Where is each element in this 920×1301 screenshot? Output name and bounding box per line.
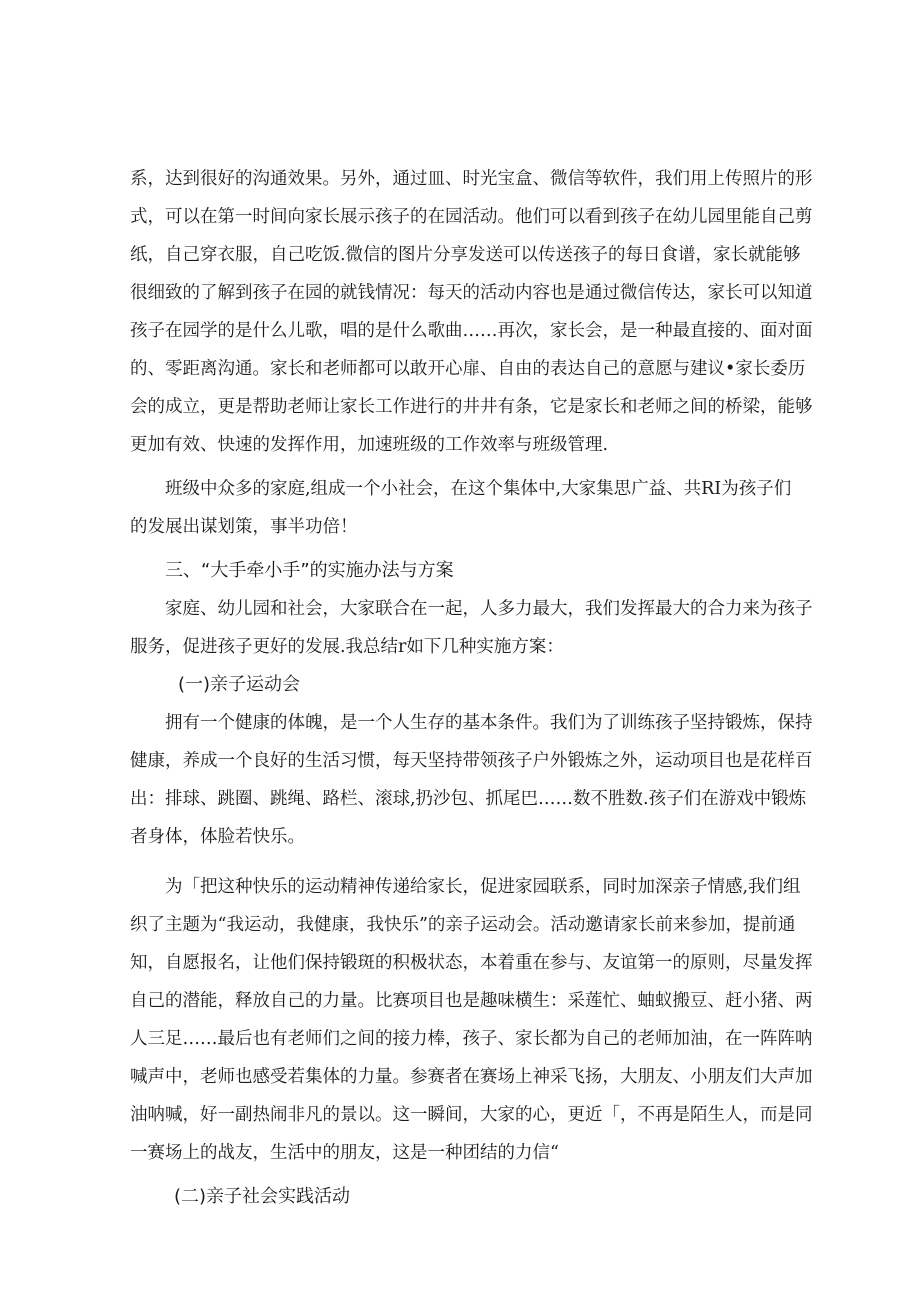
- text-line: 式，可以在第一时间向家长展示孩子的在园活动。他们可以看到孩子在幼儿园里能自己剪: [130, 207, 813, 227]
- text-line: 织了主题为“我运动，我健康，我快乐”的亲子运动会。活动邀请家长前来参加，提前通: [130, 915, 796, 935]
- text-line: 孩子在园学的是什么儿歌，唱的是什么歌曲……再次，家长会，是一种最直接的、面对面: [130, 321, 813, 341]
- text-line: 会的成立，更是帮助老师让家长工作进行的井井有条，它是家长和老师之间的桥梁，能够: [130, 397, 813, 417]
- subsection-heading-sports: (一)亲子运动会: [178, 674, 301, 695]
- paragraph-sports-meeting: [130, 868, 813, 1172]
- text-line: 知，自愿报名，让他们保持锻斑的积极状态，本着重在参与、友谊第一的原则，尽量发挥: [130, 953, 813, 973]
- text-line: 系，达到很好的沟通效果。另外，通过皿、时光宝盒、微信等软件，我们用上传照片的形: [130, 169, 813, 189]
- text-line: 人三足……最后也有老师们之间的接力棒，孩子、家长都为自己的老师加油，在一阵阵呐: [130, 1029, 813, 1049]
- document-body: [130, 160, 813, 1216]
- paragraph-healthy-body: [130, 704, 813, 856]
- text-line: 纸，自己穿衣服，自己吃饭.微信的图片分享发送可以传送孩子的每日食谱，家长就能够: [130, 245, 801, 265]
- text-line: 班级中众多的家庭,组成一个小社会，在这个集体中,大家集思广益、共RI为孩子们: [165, 479, 792, 499]
- section-heading: 三、“大手牵小手”的实施办法与方案: [165, 560, 454, 581]
- text-line: 的、零距离沟通。家长和老师都可以敢开心扉、自由的表达自己的意愿与建议•家长委历: [130, 359, 806, 379]
- paragraph-intro-plans: [130, 590, 813, 666]
- text-line: 家庭、幼儿园和社会，大家联合在一起，人多力最大，我们发挥最大的合力来为孩子: [165, 599, 813, 619]
- text-line: 更加有效、快速的发挥作用，加速班级的工作效率与班级管理.: [130, 435, 609, 455]
- text-line: 出：排球、跳圈、跳绳、路栏、滚球,扔沙包、抓尾巴……数不胜数.孩子们在游戏中锻炼: [130, 789, 807, 809]
- text-line: 服务，促进孩子更好的发展.我总结r如下几种实施方案：: [130, 637, 564, 657]
- text-line: 喊声中，老师也感受若集体的力量。参赛者在赛场上神采飞扬，大朋友、小朋友们大声加: [130, 1067, 813, 1087]
- text-line: 者身体，体脸若快乐。: [130, 827, 305, 847]
- text-line: 自己的潜能，释放自己的力量。比赛项目也是趣味横生：采莲忙、蚰蚁搬豆、赶小猪、两: [130, 991, 813, 1011]
- text-line: 油呐喊，好一副热闹非凡的景以。这一瞬间，大家的心，更近「，不再是陌生人，而是同: [130, 1105, 813, 1125]
- text-line: 拥有一个健康的体魄，是一个人生存的基本条件。我们为了训练孩子坚持锻炼，保持: [165, 713, 813, 733]
- text-line: 健康，养成一个良好的生活习惯，每天坚持带领孩子户外锻炼之外，运动项目也是花样百: [130, 751, 813, 771]
- text-line: 很细致的了解到孩子在园的就钱情况：每天的活动内容也是通过微信传达，家长可以知道: [130, 283, 813, 303]
- text-line: 一赛场上的战友，生活中的朋友，这是一种团结的力信“: [130, 1143, 559, 1163]
- paragraph-class-society: [130, 470, 792, 546]
- subsection-heading-social-practice: (二)亲子社会实践活动: [174, 1186, 351, 1207]
- text-line: 的发展出谋划策，事半功倍！: [130, 517, 358, 537]
- text-line: 为「把这种快乐的运动精神传递给家长，促进家园联系，同时加深亲子情感,我们组: [165, 877, 801, 897]
- paragraph-communication: [130, 160, 813, 464]
